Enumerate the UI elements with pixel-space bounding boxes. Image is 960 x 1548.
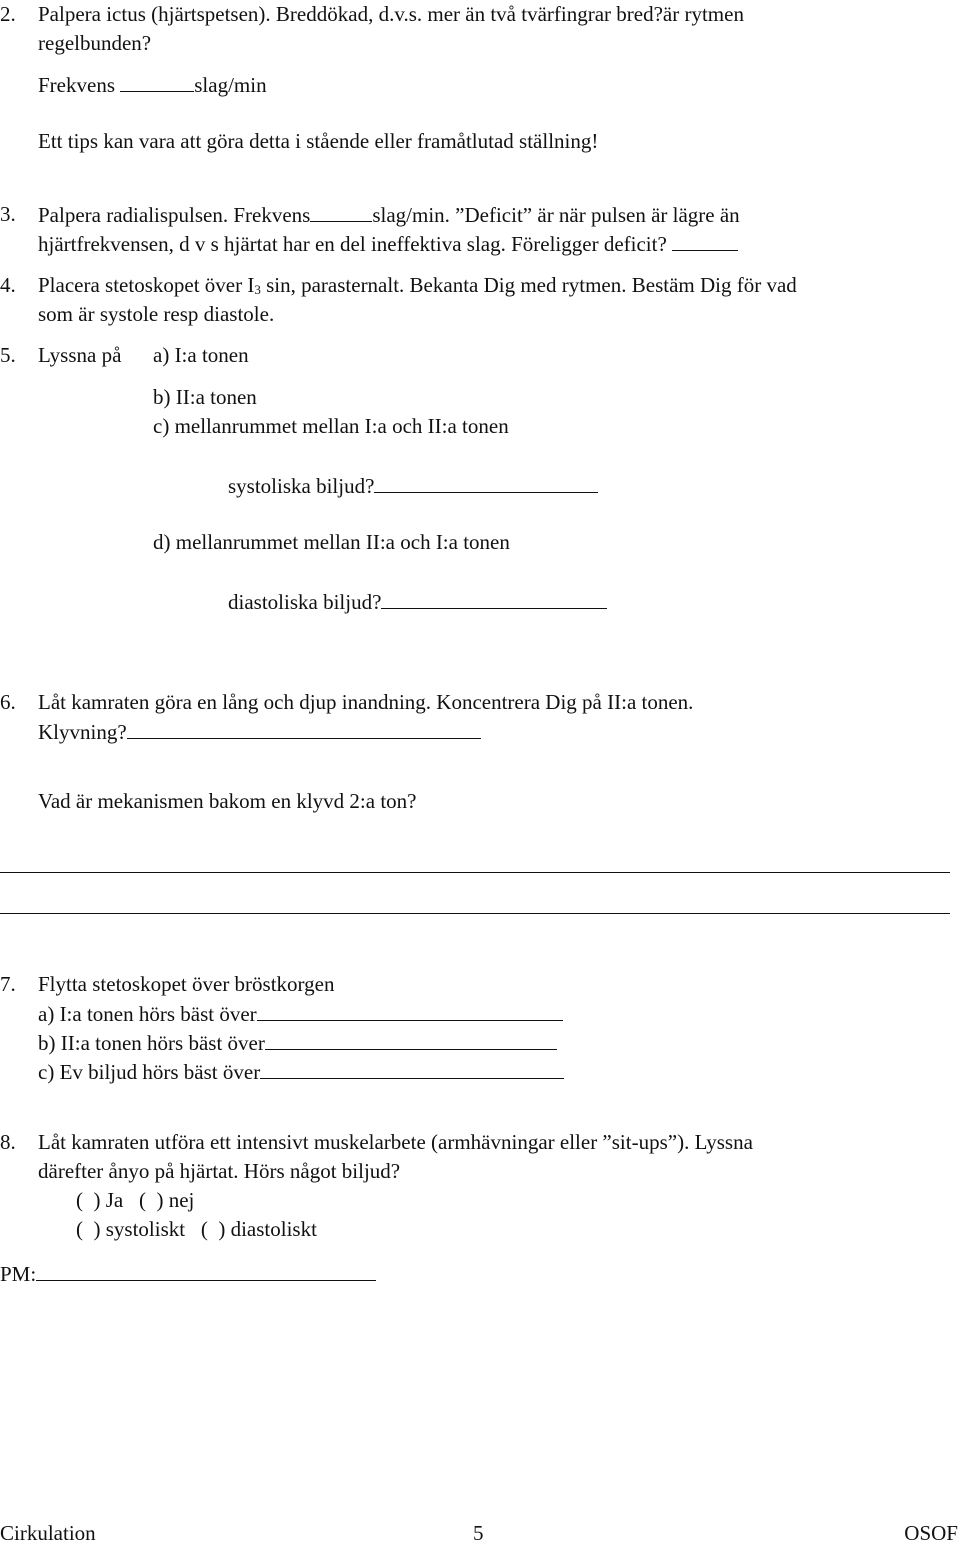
item-2-frequency-label: Frekvens: [38, 73, 115, 97]
item-7-option-a-row: [38, 999, 563, 1029]
item-6-splitting-blank[interactable]: [127, 717, 481, 739]
answer-line-2[interactable]: [0, 913, 950, 914]
item-5-option-c: c) mellanrummet mellan I:a och II:a tonen: [153, 414, 509, 438]
item-7-line-1: Flytta stetoskopet över bröstkorgen: [38, 972, 335, 996]
item-3-line-1: [38, 200, 740, 230]
item-8-options-yes-no[interactable]: ( ) Ja ( ) nej: [76, 1188, 195, 1212]
item-5-diastolic-row: [228, 587, 607, 617]
item-7-option-c: c) Ev biljud hörs bäst över: [38, 1060, 261, 1084]
item-7-option-c-blank[interactable]: [260, 1057, 564, 1079]
item-8-options-systolic-diastolic[interactable]: ( ) systoliskt ( ) diastoliskt: [76, 1217, 317, 1241]
item-8-line-2: därefter ånyo på hjärtat. Hörs något biljud?: [38, 1159, 401, 1183]
item-7-option-c-row: [38, 1057, 564, 1087]
item-2-tip: Ett tips kan vara att göra detta i stående eller framåtlutad ställning!: [38, 129, 599, 153]
item-5-systolic-row: [228, 471, 598, 501]
item-4-line-1-start: Placera stetoskopet över I: [38, 273, 255, 297]
item-3-line-2-text: hjärtfrekvensen, d v s hjärtat har en del ineffektiva slag. Föreligger deficit?: [38, 232, 667, 256]
item-4-line-1-end: sin, parasternalt. Bekanta Dig med rytmen. Bestäm Dig för vad: [260, 273, 797, 297]
item-5-option-b: b) II:a tonen: [153, 385, 257, 409]
pm-row: [0, 1259, 376, 1289]
item-5-diastolic-question: diastoliska biljud?: [228, 590, 382, 614]
item-5-diastolic-blank[interactable]: [381, 587, 607, 609]
item-3-frequency-blank[interactable]: [310, 200, 372, 222]
item-3-line-1-end: slag/min. ”Deficit” är när pulsen är lägre än: [372, 203, 740, 227]
item-5-systolic-question: systoliska biljud?: [228, 474, 375, 498]
item-4-line-1: [38, 271, 797, 300]
item-5-number: 5.: [0, 343, 16, 367]
footer-right: OSOF: [904, 1521, 958, 1545]
pm-label: PM:: [0, 1262, 37, 1286]
pm-blank[interactable]: [36, 1259, 376, 1281]
item-7-option-a: a) I:a tonen hörs bäst över: [38, 1002, 257, 1026]
item-6-number: 6.: [0, 690, 16, 714]
item-2-number: 2.: [0, 2, 16, 26]
item-7-number: 7.: [0, 972, 16, 996]
item-3-number: 3.: [0, 202, 16, 226]
item-6-line-1: Låt kamraten göra en lång och djup inandning. Koncentrera Dig på II:a tonen.: [38, 690, 694, 714]
item-4-number: 4.: [0, 273, 16, 297]
item-8-number: 8.: [0, 1130, 16, 1154]
item-7-option-a-blank[interactable]: [257, 999, 563, 1021]
item-7-option-b-row: [38, 1028, 557, 1058]
answer-line-1[interactable]: [0, 872, 950, 873]
item-2-frequency-blank[interactable]: [120, 70, 194, 92]
item-6-splitting-label: Klyvning?: [38, 720, 127, 744]
footer-left: Cirkulation: [0, 1521, 96, 1545]
item-8-line-1: Låt kamraten utföra ett intensivt muskelarbete (armhävningar eller ”sit-ups”). Lyssna: [38, 1130, 753, 1154]
item-3-deficit-blank[interactable]: [672, 229, 738, 251]
item-3-line-1-start: Palpera radialispulsen. Frekvens: [38, 203, 311, 227]
item-2-frequency-unit: slag/min: [194, 73, 267, 97]
item-4-subscript: 3: [254, 282, 261, 297]
item-3-line-2: [38, 229, 738, 259]
item-5-option-a: a) I:a tonen: [153, 343, 249, 367]
item-7-option-b-blank[interactable]: [265, 1028, 557, 1050]
item-5-option-d: d) mellanrummet mellan II:a och I:a tonen: [153, 530, 510, 554]
item-4-line-2: som är systole resp diastole.: [38, 302, 275, 326]
item-2-line-2: regelbunden?: [38, 31, 152, 55]
footer-page-number: 5: [473, 1521, 484, 1545]
item-5-lead: Lyssna på: [38, 343, 122, 367]
item-6-question: Vad är mekanismen bakom en klyvd 2:a ton?: [38, 789, 417, 813]
item-5-systolic-blank[interactable]: [374, 471, 598, 493]
item-7-option-b: b) II:a tonen hörs bäst över: [38, 1031, 265, 1055]
item-2-frequency-row: [38, 70, 267, 100]
item-6-line-2: [38, 717, 481, 747]
item-2-line-1: Palpera ictus (hjärtspetsen). Breddökad, d.v.s. mer än två tvärfingrar bred?är rytmen: [38, 2, 744, 26]
